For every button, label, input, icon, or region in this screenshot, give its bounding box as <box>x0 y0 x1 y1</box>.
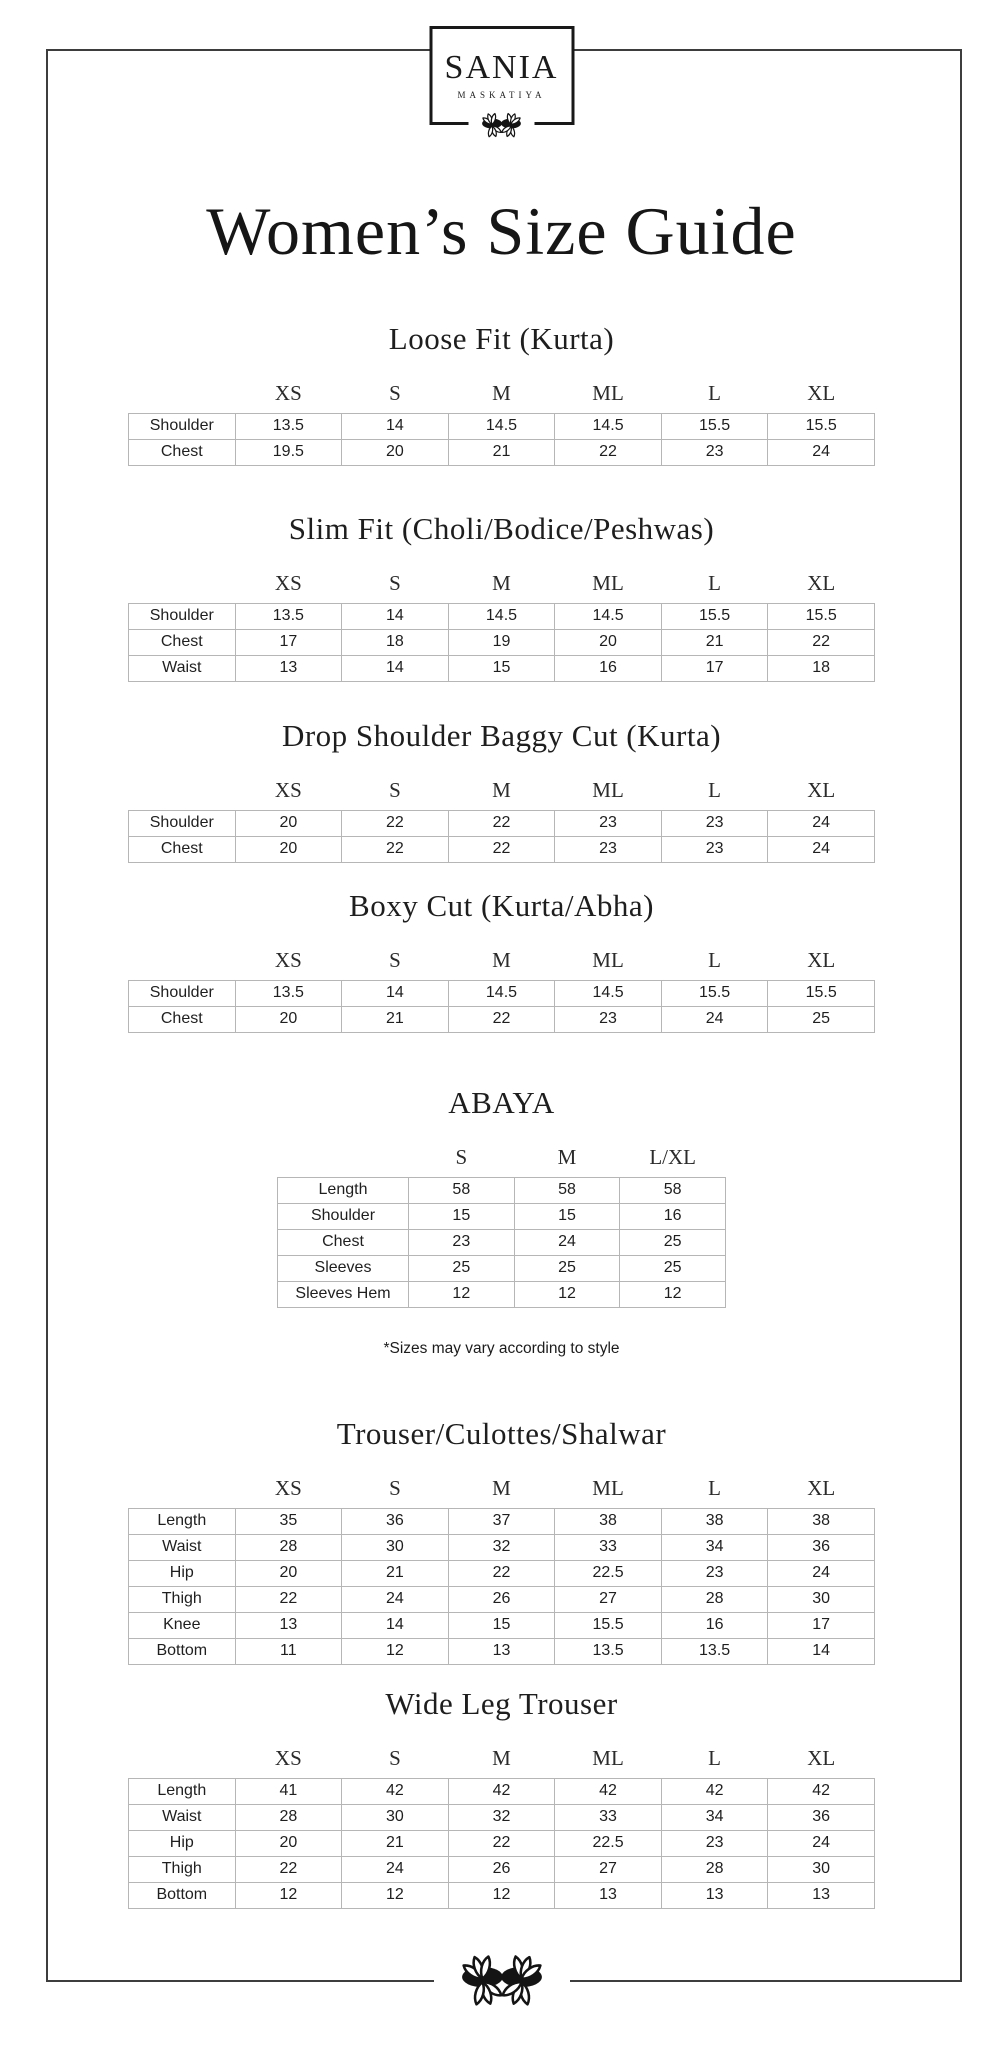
size-value: 28 <box>235 1804 342 1830</box>
size-value: 22 <box>555 439 662 465</box>
size-value: 13 <box>235 1612 342 1638</box>
size-value: 37 <box>448 1508 555 1534</box>
size-value: 13 <box>661 1882 768 1908</box>
size-value: 22 <box>448 1830 555 1856</box>
size-value: 22 <box>235 1856 342 1882</box>
size-value: 22.5 <box>555 1830 662 1856</box>
size-value: 30 <box>342 1804 449 1830</box>
size-value: 36 <box>768 1534 875 1560</box>
column-spacer <box>129 948 236 981</box>
size-value: 23 <box>661 810 768 836</box>
size-column-label: ML <box>592 380 624 405</box>
measurement-row <box>278 1203 726 1229</box>
size-value: 24 <box>768 810 875 836</box>
measurement-label: Bottom <box>129 1882 236 1908</box>
brand-subname: MASKATIYA <box>457 90 546 100</box>
size-column-label: M <box>492 947 511 972</box>
size-column-label: L <box>708 1475 721 1500</box>
measurement-label: Thigh <box>129 1586 236 1612</box>
laurel-ornament-icon <box>469 107 535 140</box>
size-value: 42 <box>342 1778 449 1804</box>
size-value: 16 <box>620 1203 726 1229</box>
size-value: 22 <box>235 1586 342 1612</box>
size-column-label: ML <box>592 1745 624 1770</box>
size-value: 25 <box>620 1229 726 1255</box>
section-drop-shoulder <box>0 718 1003 863</box>
size-value: 36 <box>342 1508 449 1534</box>
size-column-label: M <box>557 1144 577 1169</box>
size-column-label: XL <box>807 570 836 595</box>
size-value: 14.5 <box>448 980 555 1006</box>
measurement-row <box>129 1006 875 1032</box>
size-value: 20 <box>235 810 342 836</box>
size-column-label: XS <box>274 1475 302 1500</box>
size-value: 12 <box>514 1281 620 1307</box>
measurement-label: Knee <box>129 1612 236 1638</box>
measurement-row <box>129 1560 875 1586</box>
measurement-label: Shoulder <box>129 413 236 439</box>
size-value: 20 <box>342 439 449 465</box>
measurement-label: Shoulder <box>129 980 236 1006</box>
size-value: 42 <box>768 1778 875 1804</box>
measurement-row <box>278 1177 726 1203</box>
size-value: 13.5 <box>661 1638 768 1664</box>
measurement-label: Sleeves <box>278 1255 409 1281</box>
measurement-row <box>129 439 875 465</box>
size-value: 15 <box>514 1203 620 1229</box>
size-column-label: XL <box>807 777 836 802</box>
size-header-row <box>129 381 875 414</box>
measurement-label: Bottom <box>129 1638 236 1664</box>
laurel-ornament-icon <box>434 1943 570 2011</box>
size-value: 21 <box>661 629 768 655</box>
measurement-row <box>129 1856 875 1882</box>
size-value: 22 <box>768 629 875 655</box>
size-value: 14 <box>342 980 449 1006</box>
size-value: 19 <box>448 629 555 655</box>
size-note: *Sizes may vary according to style <box>383 1339 620 1357</box>
size-value: 38 <box>768 1508 875 1534</box>
measurement-label: Chest <box>129 836 236 862</box>
page-title: Women’s Size Guide <box>206 193 797 269</box>
size-value: 24 <box>768 1560 875 1586</box>
size-value: 15 <box>448 1612 555 1638</box>
size-value: 24 <box>342 1586 449 1612</box>
size-value: 23 <box>661 1560 768 1586</box>
section-trouser <box>0 1416 1003 1665</box>
size-column-label: S <box>389 777 401 802</box>
size-value: 13.5 <box>555 1638 662 1664</box>
size-column-label: S <box>389 1475 401 1500</box>
size-column-label: M <box>492 1745 511 1770</box>
size-value: 34 <box>661 1534 768 1560</box>
brand-logo <box>429 26 574 125</box>
measurement-row <box>129 1804 875 1830</box>
measurement-row <box>129 980 875 1006</box>
size-column-label: M <box>492 570 511 595</box>
measurement-row <box>278 1229 726 1255</box>
size-value: 58 <box>409 1177 515 1203</box>
measurement-label: Hip <box>129 1830 236 1856</box>
size-column-label: ML <box>592 570 624 595</box>
size-table-drop-shoulder <box>128 778 875 863</box>
size-value: 24 <box>768 439 875 465</box>
size-value: 23 <box>555 810 662 836</box>
section-loose-fit <box>0 321 1003 466</box>
size-value: 13 <box>235 655 342 681</box>
size-value: 27 <box>555 1856 662 1882</box>
size-column-label: S <box>389 570 401 595</box>
size-value: 28 <box>235 1534 342 1560</box>
column-spacer <box>129 1746 236 1779</box>
size-value: 35 <box>235 1508 342 1534</box>
size-value: 30 <box>768 1856 875 1882</box>
size-value: 58 <box>620 1177 726 1203</box>
column-spacer <box>129 1476 236 1509</box>
size-value: 26 <box>448 1856 555 1882</box>
measurement-row <box>129 629 875 655</box>
section-wide-leg <box>0 1686 1003 1909</box>
size-value: 23 <box>409 1229 515 1255</box>
size-value: 15 <box>409 1203 515 1229</box>
measurement-label: Chest <box>278 1229 409 1255</box>
measurement-row <box>129 413 875 439</box>
size-value: 36 <box>768 1804 875 1830</box>
size-value: 14.5 <box>555 413 662 439</box>
section-title: Boxy Cut (Kurta/Abha) <box>349 888 654 923</box>
size-value: 42 <box>555 1778 662 1804</box>
size-column-label: L <box>708 1745 721 1770</box>
size-table-trouser <box>128 1476 875 1665</box>
size-table-wide-leg <box>128 1746 875 1909</box>
size-value: 14.5 <box>555 980 662 1006</box>
measurement-row <box>278 1255 726 1281</box>
size-value: 12 <box>620 1281 726 1307</box>
size-value: 13.5 <box>235 603 342 629</box>
size-column-label: XS <box>274 777 302 802</box>
size-column-label: L <box>708 777 721 802</box>
size-value: 15.5 <box>768 980 875 1006</box>
size-value: 28 <box>661 1856 768 1882</box>
size-value: 17 <box>768 1612 875 1638</box>
measurement-row <box>129 1508 875 1534</box>
section-title: Slim Fit (Choli/Bodice/Peshwas) <box>288 511 715 546</box>
size-column-label: L <box>708 570 721 595</box>
size-header-row <box>129 778 875 811</box>
measurement-row <box>129 1586 875 1612</box>
size-column-label: XS <box>274 380 302 405</box>
size-column-label: ML <box>592 777 624 802</box>
size-value: 22 <box>342 810 449 836</box>
size-value: 24 <box>342 1856 449 1882</box>
size-value: 19.5 <box>235 439 342 465</box>
measurement-row <box>129 1638 875 1664</box>
size-value: 21 <box>342 1006 449 1032</box>
measurement-row <box>129 1778 875 1804</box>
size-column-label: M <box>492 1475 511 1500</box>
size-value: 13 <box>768 1882 875 1908</box>
measurement-label: Waist <box>129 1804 236 1830</box>
size-value: 14 <box>342 413 449 439</box>
size-value: 15.5 <box>661 413 768 439</box>
size-value: 24 <box>768 1830 875 1856</box>
size-table-boxy-cut <box>128 948 875 1033</box>
section-boxy-cut <box>0 888 1003 1033</box>
size-value: 22 <box>448 836 555 862</box>
size-header-row <box>278 1145 726 1178</box>
size-column-label: ML <box>592 947 624 972</box>
size-value: 14.5 <box>448 413 555 439</box>
size-table-slim-fit <box>128 571 875 682</box>
size-column-label: L <box>708 380 721 405</box>
size-column-label: L/XL <box>649 1144 696 1169</box>
size-value: 42 <box>661 1778 768 1804</box>
size-value: 41 <box>235 1778 342 1804</box>
measurement-label: Chest <box>129 439 236 465</box>
measurement-row <box>129 810 875 836</box>
size-value: 21 <box>448 439 555 465</box>
size-header-row <box>129 1476 875 1509</box>
size-column-label: L <box>708 947 721 972</box>
size-header-row <box>129 571 875 604</box>
size-value: 42 <box>448 1778 555 1804</box>
measurement-row <box>129 1534 875 1560</box>
section-title: Wide Leg Trouser <box>385 1686 618 1721</box>
size-value: 22.5 <box>555 1560 662 1586</box>
size-value: 20 <box>555 629 662 655</box>
size-column-label: XL <box>807 380 836 405</box>
measurement-label: Waist <box>129 655 236 681</box>
size-value: 20 <box>235 1560 342 1586</box>
column-spacer <box>129 571 236 604</box>
size-column-label: S <box>389 380 401 405</box>
measurement-label: Hip <box>129 1560 236 1586</box>
size-value: 27 <box>555 1586 662 1612</box>
size-value: 30 <box>768 1586 875 1612</box>
size-value: 38 <box>555 1508 662 1534</box>
size-value: 15 <box>448 655 555 681</box>
size-value: 11 <box>235 1638 342 1664</box>
size-column-label: ML <box>592 1475 624 1500</box>
measurement-label: Sleeves Hem <box>278 1281 409 1307</box>
measurement-row <box>129 1612 875 1638</box>
size-value: 22 <box>448 1006 555 1032</box>
size-column-label: XL <box>807 947 836 972</box>
size-value: 12 <box>342 1882 449 1908</box>
size-value: 14 <box>342 603 449 629</box>
size-value: 14 <box>342 1612 449 1638</box>
size-value: 38 <box>661 1508 768 1534</box>
size-value: 15.5 <box>768 413 875 439</box>
measurement-label: Chest <box>129 629 236 655</box>
measurement-label: Length <box>129 1778 236 1804</box>
size-value: 20 <box>235 1006 342 1032</box>
size-value: 23 <box>661 836 768 862</box>
size-value: 14 <box>768 1638 875 1664</box>
measurement-label: Length <box>278 1177 409 1203</box>
size-value: 17 <box>661 655 768 681</box>
measurement-label: Shoulder <box>129 603 236 629</box>
size-column-label: XS <box>274 947 302 972</box>
brand-name: SANIA <box>444 49 559 86</box>
size-value: 32 <box>448 1534 555 1560</box>
size-table-abaya <box>277 1145 726 1308</box>
size-column-label: XL <box>807 1745 836 1770</box>
size-value: 21 <box>342 1560 449 1586</box>
size-value: 33 <box>555 1534 662 1560</box>
column-spacer <box>278 1145 409 1178</box>
column-spacer <box>129 381 236 414</box>
size-value: 33 <box>555 1804 662 1830</box>
size-value: 15.5 <box>661 603 768 629</box>
size-value: 15.5 <box>555 1612 662 1638</box>
size-value: 13.5 <box>235 980 342 1006</box>
section-title: Trouser/Culottes/Shalwar <box>336 1416 667 1451</box>
size-value: 22 <box>448 1560 555 1586</box>
size-column-label: S <box>455 1144 468 1169</box>
size-value: 20 <box>235 836 342 862</box>
size-value: 13 <box>555 1882 662 1908</box>
size-value: 13 <box>448 1638 555 1664</box>
size-value: 12 <box>448 1882 555 1908</box>
size-value: 18 <box>768 655 875 681</box>
measurement-row <box>129 1830 875 1856</box>
size-column-label: S <box>389 947 401 972</box>
measurement-label: Waist <box>129 1534 236 1560</box>
size-value: 12 <box>235 1882 342 1908</box>
measurement-row <box>278 1281 726 1307</box>
measurement-label: Chest <box>129 1006 236 1032</box>
column-spacer <box>129 778 236 811</box>
size-value: 26 <box>448 1586 555 1612</box>
measurement-label: Length <box>129 1508 236 1534</box>
measurement-label: Shoulder <box>278 1203 409 1229</box>
size-value: 23 <box>661 439 768 465</box>
size-value: 14.5 <box>555 603 662 629</box>
size-value: 25 <box>768 1006 875 1032</box>
size-value: 13.5 <box>235 413 342 439</box>
size-value: 30 <box>342 1534 449 1560</box>
size-value: 22 <box>448 810 555 836</box>
size-value: 14 <box>342 655 449 681</box>
size-column-label: XS <box>274 570 302 595</box>
size-column-label: XL <box>807 1475 836 1500</box>
size-value: 32 <box>448 1804 555 1830</box>
size-column-label: S <box>389 1745 401 1770</box>
size-column-label: XS <box>274 1745 302 1770</box>
measurement-row <box>129 1882 875 1908</box>
size-header-row <box>129 948 875 981</box>
size-value: 14.5 <box>448 603 555 629</box>
measurement-row <box>129 836 875 862</box>
measurement-row <box>129 603 875 629</box>
size-value: 15.5 <box>661 980 768 1006</box>
size-value: 28 <box>661 1586 768 1612</box>
section-title: Drop Shoulder Baggy Cut (Kurta) <box>281 718 722 753</box>
size-value: 23 <box>555 1006 662 1032</box>
measurement-label: Shoulder <box>129 810 236 836</box>
size-table-loose-fit <box>128 381 875 466</box>
size-value: 23 <box>555 836 662 862</box>
size-value: 15.5 <box>768 603 875 629</box>
size-value: 21 <box>342 1830 449 1856</box>
size-header-row <box>129 1746 875 1779</box>
size-value: 34 <box>661 1804 768 1830</box>
section-slim-fit <box>0 511 1003 682</box>
size-value: 25 <box>409 1255 515 1281</box>
size-column-label: M <box>492 777 511 802</box>
size-value: 24 <box>514 1229 620 1255</box>
size-value: 17 <box>235 629 342 655</box>
size-value: 12 <box>342 1638 449 1664</box>
size-value: 58 <box>514 1177 620 1203</box>
size-value: 22 <box>342 836 449 862</box>
size-value: 23 <box>661 1830 768 1856</box>
measurement-row <box>129 655 875 681</box>
size-column-label: M <box>492 380 511 405</box>
size-value: 18 <box>342 629 449 655</box>
section-title: Loose Fit (Kurta) <box>388 321 615 356</box>
measurement-label: Thigh <box>129 1856 236 1882</box>
size-value: 24 <box>768 836 875 862</box>
size-value: 25 <box>514 1255 620 1281</box>
size-value: 25 <box>620 1255 726 1281</box>
size-value: 12 <box>409 1281 515 1307</box>
size-value: 16 <box>555 655 662 681</box>
section-title: ABAYA <box>448 1085 555 1120</box>
size-value: 16 <box>661 1612 768 1638</box>
size-value: 20 <box>235 1830 342 1856</box>
size-value: 24 <box>661 1006 768 1032</box>
section-abaya <box>0 1085 1003 1358</box>
